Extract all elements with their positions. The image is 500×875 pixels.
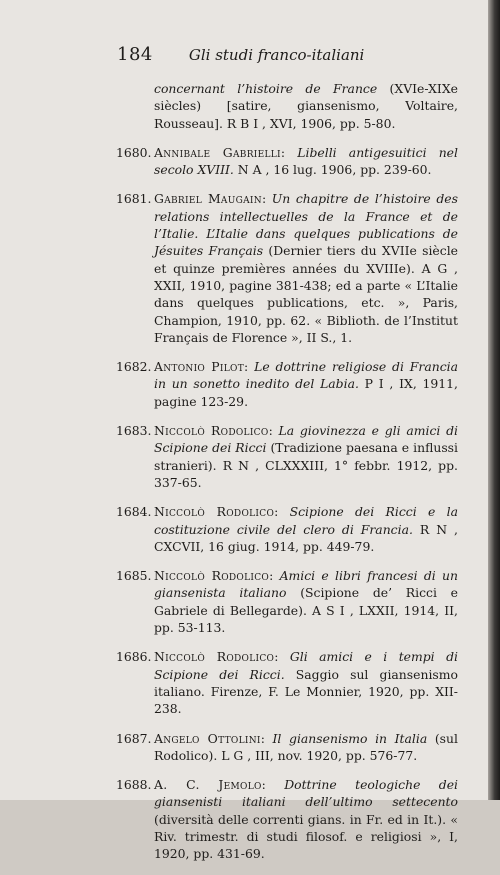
entry-author: Niccolò Rodolico: [154, 423, 269, 439]
entry-title: Le dottrine religiose di Francia in un sonetto inedito del Labia.: [154, 359, 458, 392]
entry-body: [154, 358, 458, 410]
bibliography-entry-1682: [116, 358, 458, 410]
bibliography-entry-1683: [116, 422, 458, 491]
entry-separator: :: [274, 649, 290, 665]
entry-details: R N , CXCVII, 16 giug. 1914, pp. 449-79.: [154, 521, 458, 554]
entry-separator: :: [280, 144, 298, 160]
page-number: 184: [117, 44, 153, 65]
entry-body: [154, 144, 458, 179]
entry-title: Scipione dei Ricci e la costituzione civile del clero di Francia.: [154, 504, 458, 537]
entry-number: 1684.: [116, 504, 152, 520]
bibliography-entry-1687: [116, 730, 458, 765]
entry-number: 1687.: [116, 730, 152, 746]
entry-author: Niccolò Rodolico: [154, 504, 275, 520]
bibliography-entry-continued: [116, 80, 458, 132]
entry-separator: :: [269, 568, 280, 584]
entry-body: [154, 648, 458, 717]
entry-details: N A , 16 lug. 1906, pp. 239-60.: [233, 162, 432, 178]
entry-author: Angelo Ottolini: [154, 730, 261, 746]
entry-title: Il giansenismo in Italia: [272, 730, 428, 746]
entry-author: Gabriel Maugain: [154, 191, 262, 207]
entry-details: (diversità delle correnti gians. in Fr. ed in It.). « Riv. trimestr. di studi filosof. e religiosi », I, 1920, pp. 431-69.: [154, 811, 458, 862]
entry-number: 1686.: [116, 649, 152, 665]
entry-number: 1681.: [116, 191, 152, 207]
entry-number: 1682.: [116, 359, 152, 375]
page-edge-shadow: [488, 0, 500, 800]
entry-separator: :: [274, 504, 290, 520]
entry-separator: :: [244, 359, 255, 375]
entry-number: 1680.: [116, 144, 152, 160]
bibliography-entry-1681: [116, 190, 458, 346]
entry-author: A. C. Jemolo: [154, 777, 262, 793]
entry-title: Amici e libri francesi di un giansenista italiano: [154, 568, 458, 601]
entry-details: (sul Rodolico). L G , III, nov. 1920, pp. 576-77.: [154, 730, 458, 763]
entry-title: La giovinezza e gli amici di Scipione dei Ricci: [154, 423, 458, 456]
entry-separator: :: [268, 423, 279, 439]
bibliography-entry-1686: [116, 648, 458, 717]
bibliography-list: [116, 80, 458, 875]
entry-number: 1688.: [116, 777, 152, 793]
entry-body: [154, 503, 458, 555]
entry-body: [154, 80, 458, 132]
entry-author: Niccolò Rodolico: [154, 568, 270, 584]
entry-title: concernant l’histoire de France: [154, 81, 378, 96]
bibliography-entry-1688: [116, 776, 458, 862]
entry-number: 1683.: [116, 423, 152, 439]
entry-author: Antonio Pilot: [154, 359, 245, 375]
entry-details: Saggio sul giansenismo italiano. Firenze, F. Le Monnier, 1920, pp. XII-238.: [154, 666, 458, 717]
entry-number: [116, 80, 154, 132]
entry-body: [154, 776, 458, 862]
page-header: [117, 44, 453, 68]
entry-details: (Tradizione paesana e influssi stranieri). R N , CLXXXIII, 1° febbr. 1912, pp. 337-65.: [154, 440, 458, 490]
entry-details: (XVIe-XIXe siècles) [satire, giansenismo, Voltaire, Rousseau]. R B I , XVI, 1906, pp. 5-80.: [154, 81, 458, 131]
entry-details: (Scipione de’ Ricci e Gabriele di Bellegarde). A S I , LXXII, 1914, II, pp. 53-113.: [154, 585, 458, 636]
entry-body: [154, 190, 458, 346]
entry-title: Libelli antigesuitici nel secolo XVIII.: [154, 144, 458, 178]
entry-separator: :: [260, 730, 273, 746]
entry-body: [154, 422, 458, 491]
entry-body: [154, 567, 458, 636]
entry-body: [154, 730, 458, 765]
running-title: Gli studi franco-italiani: [188, 46, 365, 64]
entry-separator: :: [261, 777, 285, 793]
entry-author: Annibale Gabrielli: [154, 144, 281, 160]
entry-separator: :: [261, 191, 272, 207]
entry-author: Niccolò Rodolico: [154, 649, 275, 665]
entry-number: 1685.: [116, 568, 152, 584]
bibliography-entry-1685: [116, 567, 458, 636]
bibliography-entry-1680: [116, 144, 458, 179]
entry-title: Un chapitre de l’histoire des relations intellectuelles de la France et de l’Italie. L’Italie dans quelques publications de Jésuites Français: [154, 191, 458, 259]
entry-details: P I , IX, 1911, pagine 123-29.: [154, 376, 458, 409]
entry-title: Dottrine teologiche dei giansenisti italiani dell’ultimo settecento: [154, 777, 459, 810]
entry-details: (Dernier tiers du XVIIe siècle et quinze premières années du XVIIIe). A G , XXII, 1910, pagine 381-438; ed a parte « L’Italie dans quelques publications, etc. », Paris, Champion, 1910, pp. 62. « Biblioth. de l’Institut Français de Florence », II S., 1.: [154, 243, 458, 345]
entry-title: Gli amici e i tempi di Scipione dei Ricci.: [154, 649, 458, 682]
bibliography-entry-1684: [116, 503, 458, 555]
